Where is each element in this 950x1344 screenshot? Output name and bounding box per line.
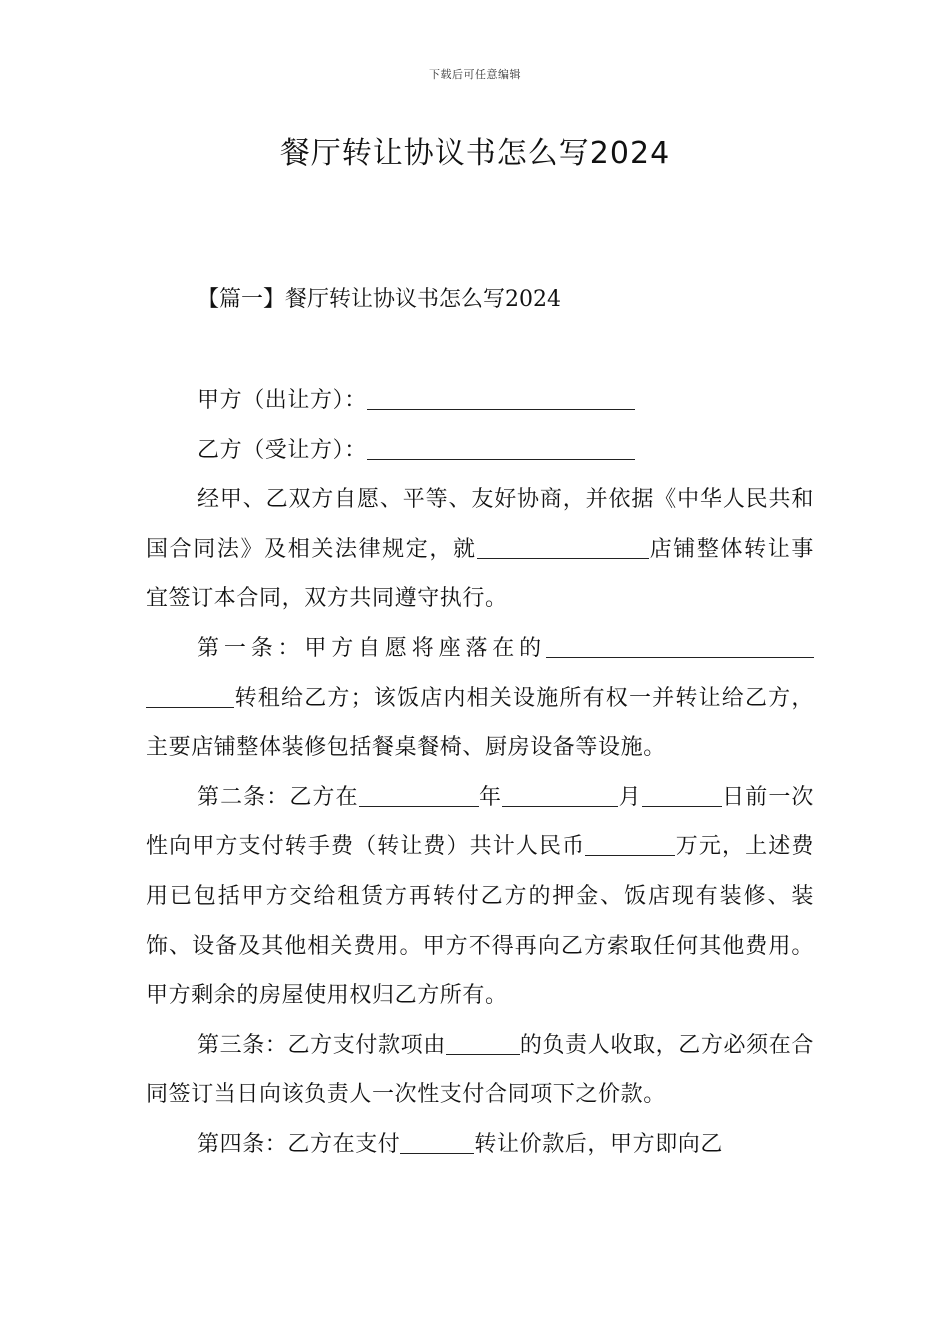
section-heading: 【篇一】餐厅转让协议书怎么写2024 [197,287,561,312]
location-blank-1 [546,635,814,658]
party-a-line [146,376,814,426]
year-blank [359,784,479,807]
intro-text-1: 经甲、乙双方自愿、平等、友好协商，并依据《中华人民共和国合同法》及相关法律规定，就 [146,487,814,562]
article-4-text-2: 转让价款后，甲方即向乙 [474,1131,724,1157]
article-2-text-1: 第二条：乙方在 [197,784,359,810]
location-blank-2 [146,685,234,708]
fee-amount-blank [585,833,675,856]
article-3-text-2: 的负责人收取，乙方必须在合同签订当日向该负责人一次性支付合同项下之价款。 [146,1032,814,1108]
party-b-label: 乙方（受让方）： [197,437,367,463]
receiver-blank [446,1032,520,1055]
intro-text-2: 店铺整体转让事宜签订本合同，双方共同遵守执行。 [146,536,815,612]
month-label: 月 [618,784,642,810]
shop-name-blank [477,536,649,559]
party-b-blank [367,437,635,460]
article-1-text-1: 第一条：甲方自愿将座落在的 [197,635,546,661]
article-1-paragraph [146,624,814,773]
article-4-paragraph [146,1120,814,1170]
party-a-label: 甲方（出让方）： [197,388,367,413]
document-title: 餐厅转让协议书怎么写2024 [279,136,671,171]
payment-blank [400,1131,474,1154]
article-4-text-1: 第四条：乙方在支付 [197,1131,401,1157]
party-a-blank [367,387,635,410]
header-note: 下载后可任意编辑 [429,68,521,81]
year-label: 年 [478,784,503,810]
article-3-text-1: 第三条：乙方支付款项由 [197,1032,446,1058]
party-b-line [146,426,814,476]
day-blank [642,784,722,807]
document-body [146,376,814,1170]
article-3-paragraph [146,1021,814,1120]
article-2-text-2: 日前一次性向甲方支付转手费（转让费）共计人民币 [146,784,815,860]
article-2-paragraph [146,773,814,1021]
article-2-text-3: 万元，上述费用已包括甲方交给租赁方再转付乙方的押金、饭店现有装修、装饰、设备及其他相关费用。甲方不得再向乙方索取任何其他费用。甲方剩余的房屋使用权归乙方所有。 [146,834,814,1009]
article-1-text-2: 转租给乙方；该饭店内相关设施所有权一并转让给乙方，主要店铺整体装修包括餐桌餐椅、厨房设备等设施。 [146,685,814,761]
month-blank [502,784,618,807]
intro-paragraph [146,475,814,624]
